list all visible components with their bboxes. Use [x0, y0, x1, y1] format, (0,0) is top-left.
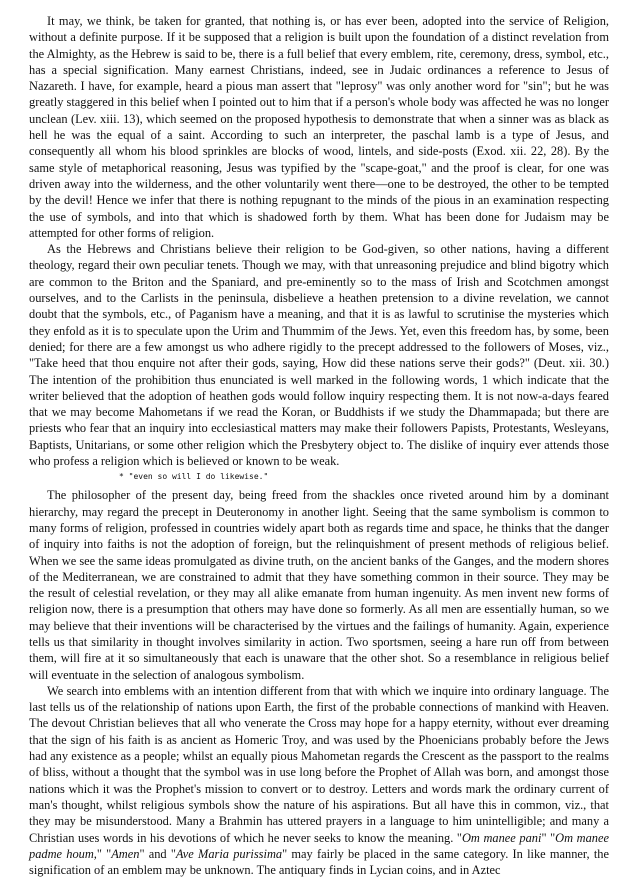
italic-phrase: Amen: [111, 846, 140, 861]
paragraph-purpose-of-religion: It may, we think, be taken for granted, that nothing is, or has ever been, adopted into the service of Religion, without a definite purpose. If it be supposed that a religion is built upon the foundation of a distinct revelation from the Almighty, as the Hebrew is said to be, there is a full belief that every emblem, rite, ceremony, dress, symbol, etc., has a special signification. Many earnest Christians, indeed, see in Judaic ordinances a reference to Jesus of Nazareth. I have, for example, heard a pious man assert that "leprosy" was only another word for "sin"; but he was greatly staggered in this belief when I pointed out to him that if a person's whole body was affected he was no longer unclean (Lev. xiii. 13), which seemed on the proposed hypothesis to demonstrate that when a sinner was as black as hell he was the equal of a saint. According to such an interpreter, the paschal lamb is a type of Jesus, and consequently all whom his blood sprinkles are blocks of wood, lintels, and side-posts (Exod. xii. 22, 28). By the same style of metaphorical reasoning, Jesus was typified by the "scape-goat," and the proof is clear, for one was driven away into the wilderness, and the other voluntarily went there—one to be destroyed, the other to be tempted by the devil! Hence we infer that there is nothing repugnant to the minds of the pious in an examination respecting the use of symbols, and into that which is shadowed forth by them. What has been done for Judaism may be attempted for other forms of religion.: [29, 14, 609, 240]
text-run: " may fairly be placed in the same category. In like manner, the signification of an emblem may be unknown. The antiquary finds in Lycian coins, and in Aztec: [29, 846, 609, 878]
paragraph-heathen-revelation: As the Hebrews and Christians believe their religion to be God-given, so other nations, having a different theology, regard their own peculiar tenets. Though we may, with that unreasoning prejudice and blind bigotry which are common to the Briton and the Spaniard, and pre-eminently so to the mass of Irish and Scotchmen amongst ourselves, and to the Carlists in the peninsula, disbelieve a heathen pretension to a divine revelation, we cannot doubt that the symbols, etc., of Paganism have a meaning, and that it is as lawful to scrutinise the mysteries which they enfold as it is to speculate upon the Urim and Thummim of the Jews. Yet, even this freedom has, by some, been denied; for there are a few amongst us who adhere rigidly to the precept addressed to the followers of Moses, viz., "Take heed that thou enquire not after their gods, saying, How did these nations serve their gods?" (Deut. xii. 30.) The intention of the prohibition thus enunciated is well marked in the following words, 1 which indicate that the writer believed that the adoption of heathen gods would follow inquiry respecting them. It is not now-a-days feared that we may become Mahometans if we read the Koran, or Buddhists if we study the Dhammapada; but there are priests who fear that an inquiry into ecclesiastical matters may make their followers Papists, Protestants, Wesleyans, Baptists, Unitarians, or some other religion which the Presbytery object to. The dislike of inquiry ever attends those who profess a religion which is believed or known to be weak.: [29, 242, 609, 469]
paragraph-philosopher: The philosopher of the present day, being freed from the shackles once riveted around him by a dominant hierarchy, may regard the precept in Deuteronomy in another light. Seeing that the same symbolism is common to many forms of religion, professed in countries widely apart both as regards time and space, he thinks that the danger of inquiry into faiths is not the adoption of foreign, but the relinquishment of present methods of religious belief. When we see the same ideas promulgated as divine truth, on the ancient banks of the Ganges, and the modern shores of the Mediterranean, we are constrained to admit that they have something common in their source. They may be the result of celestial revelation, or they may all alike emanate from human ingenuity. As men invent new forms of religion now, there is a presumption that others may have done so formerly. As all men are essentially human, so we may believe that their inventions will be characterised by the virtues and the failings of humanity. Again, experience tells us that similarity in thought involves similarity in action. Two sportsmen, seeing a hare run off from between them, will fire at it so simultaneously that each is unaware that the other shot. So a resemblance in religious belief will eventuate in the selection of analogous symbolism.: [29, 488, 609, 682]
italic-phrase: Ave Maria purissima: [175, 846, 283, 861]
text-run: " and ": [139, 846, 176, 861]
text-run: " ": [541, 830, 556, 845]
document-page: [29, 13, 609, 878]
footnote: * "even so will I do likewise.": [119, 472, 269, 482]
italic-phrase: Om manee padme houm,: [29, 830, 609, 861]
paragraph-emblems: [29, 683, 609, 878]
text-run: " ": [96, 846, 112, 861]
italic-phrase: Om manee pani: [461, 830, 542, 845]
text-run: We search into emblems with an intention different from that with which we inquire into ordinary language. The last tells us of the relationship of nations upon Earth, the first of the probable connections of mankind with Heaven. The devout Christian believes that all who venerate the Cross may hope for a happy eternity, without ever dreaming that the sign of his faith is as ancient as Homeric Troy, and was used by the Phoenicians probably before the Jews had any existence as a people; whilst an equally pious Mahometan regards the Crescent as the passport to the realms of bliss, without a thought that the symbol was in use long before the Prophet of Allah was born, and amongst those nations which it was the Prophet's mission to convert or to destroy. Letters and words mark the ordinary current of man's thought, whilst religious symbols show the nature of his aspirations. But all have this in common, viz., that they may be misunderstood. Many a Brahmin has uttered prayers in a language to him unintelligible; and many a Christian uses words in his devotions of which he never seeks to know the meaning. ": [29, 683, 609, 845]
